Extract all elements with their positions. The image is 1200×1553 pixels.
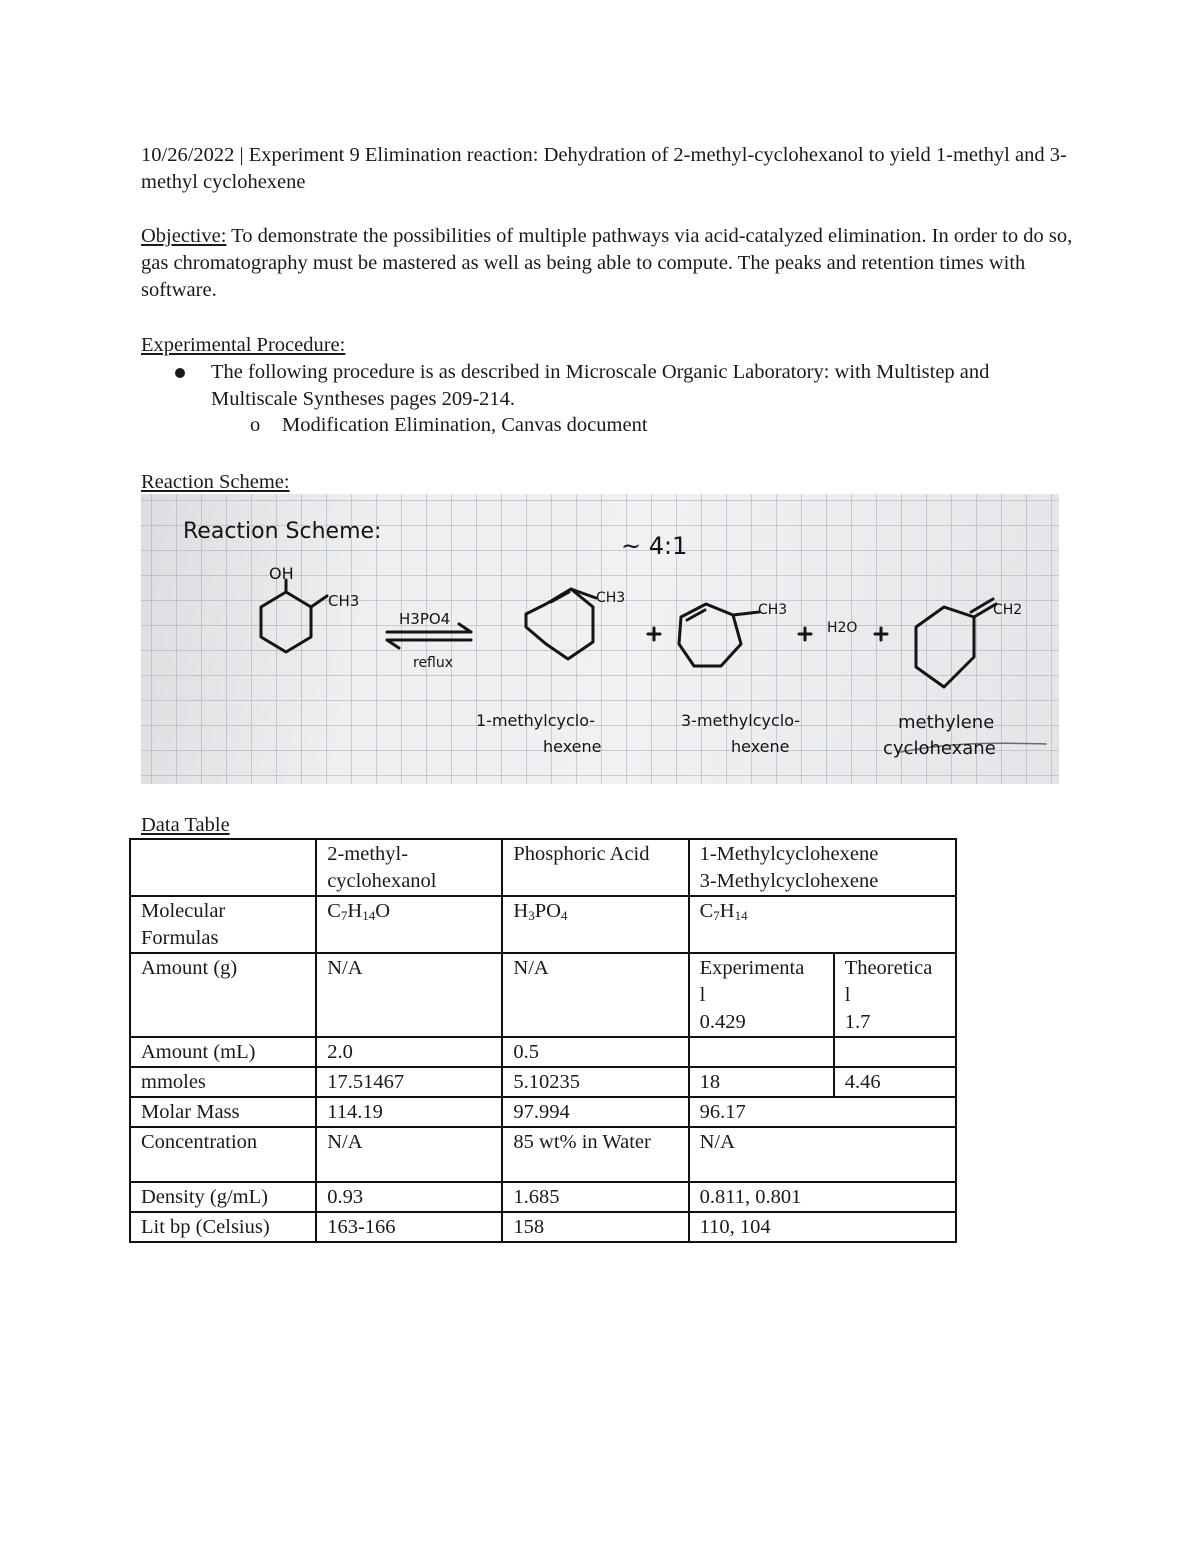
table-cell: N/A [502,953,688,1037]
procedure-sub-bullet: Modification Elimination, Canvas document [282,414,648,436]
methyl-label: CH3 [328,592,360,610]
table-row [130,1127,956,1182]
table-cell: N/A [316,1127,502,1182]
formula-cell: $H_3PO_4$ [502,896,688,953]
ratio-label: ~ 4:1 [621,532,688,560]
table-cell [130,839,316,896]
row-label: mmoles [130,1067,316,1097]
product2-name-line2: hexene [731,737,790,756]
table-cell: 158 [502,1212,688,1242]
procedure-bullet: The following procedure is as described in Microscale Organic Laboratory: with Multistep and Multiscale Syntheses pages 209-214. [211,361,990,410]
table-row [130,896,956,953]
water-label: H2O [827,620,858,636]
condition-label: reflux [413,655,454,671]
table-cell: 96.17 [689,1097,956,1127]
product1-name-line1: 1-methylcyclo- [476,711,596,730]
product3-name-line1: methylene [898,712,995,733]
table-cell: 0.93 [316,1182,502,1212]
table-cell: 110, 104 [689,1212,956,1242]
table-row [130,1037,956,1067]
objective-text: To demonstrate the possibilities of multiple pathways via acid-catalyzed elimination. In order to do so, gas chromatography must be mastered as well as being able to compute. The peaks and retention times with software. [141,225,1073,301]
table-cell: 85 wt% in Water [502,1127,688,1182]
table-cell: 1.685 [502,1182,688,1212]
product3-name-line2: cyclohexane [883,738,996,759]
scheme-heading: Reaction Scheme: [141,471,290,493]
table-cell: N/A [689,1127,956,1182]
reaction-scheme-image [141,494,1059,784]
reagent-label: H3PO4 [399,610,451,628]
table-cell: 17.51467 [316,1067,502,1097]
row-label: Molecular Formulas [130,896,316,953]
objective-paragraph [141,223,1101,304]
header-product-2: 3-Methylcyclohexene [699,870,879,892]
data-table-heading: Data Table [141,814,230,836]
table-cell: 114.19 [316,1097,502,1127]
table-row [130,953,956,1037]
theoretical-cell: Theoretica l 1.7 [834,953,956,1037]
table-row [130,1097,956,1127]
row-label: Density (g/mL) [130,1182,316,1212]
row-label: Molar Mass [130,1097,316,1127]
table-row [130,1212,956,1242]
header-product-1: 1-Methylcyclohexene [699,843,879,865]
table-cell: 4.46 [834,1067,956,1097]
objective-label: Objective: [141,225,227,247]
table-cell: 0.811, 0.801 [689,1182,956,1212]
table-row [130,1067,956,1097]
row-label: Lit bp (Celsius) [130,1212,316,1242]
formula-cell: $C_7H_{14}$ [689,896,956,953]
table-cell: 2.0 [316,1037,502,1067]
procedure-heading: Experimental Procedure: [141,334,346,356]
sub-bullet-icon: o [250,414,261,436]
product1-ring [526,589,593,659]
row-label: Amount (mL) [130,1037,316,1067]
data-table [129,838,957,1243]
table-cell: 18 [689,1067,834,1097]
row-label: Concentration [130,1127,316,1182]
product2-ring [679,604,741,666]
table-cell: N/A [316,953,502,1037]
table-cell: 0.5 [502,1037,688,1067]
row-label: Amount (g) [130,953,316,1037]
table-cell: 163-166 [316,1212,502,1242]
product2-methyl-label: CH3 [758,602,788,618]
reactant-ring [261,592,311,652]
table-cell: Phosphoric Acid [502,839,688,896]
scheme-handwritten-heading: Reaction Scheme: [183,519,382,544]
product2-name-line1: 3-methylcyclo- [681,711,801,730]
document-title: 10/26/2022 | Experiment 9 Elimination reaction: Dehydration of 2-methyl-cyclohexanol to yield 1-methyl and 3-methyl cyclohexene [141,144,1067,193]
reaction-scheme-drawing [141,494,1059,784]
table-cell [689,1037,834,1067]
product1-methyl-label: CH3 [596,590,626,606]
table-cell [689,839,956,896]
formula-cell: $C_7H_{14}O$ [316,896,502,953]
table-cell: 97.994 [502,1097,688,1127]
table-cell [834,1037,956,1067]
experimental-cell: Experimenta l 0.429 [689,953,834,1037]
table-row [130,1182,956,1212]
product3-methylene-label: CH2 [993,602,1023,618]
product1-name-line2: hexene [543,737,602,756]
table-cell: 2-methyl-cyclohexanol [316,839,502,896]
bullet-icon [175,368,185,378]
table-row [130,839,956,896]
product3-ring [916,607,974,687]
table-cell: 5.10235 [502,1067,688,1097]
hydroxyl-label: OH [269,564,294,583]
